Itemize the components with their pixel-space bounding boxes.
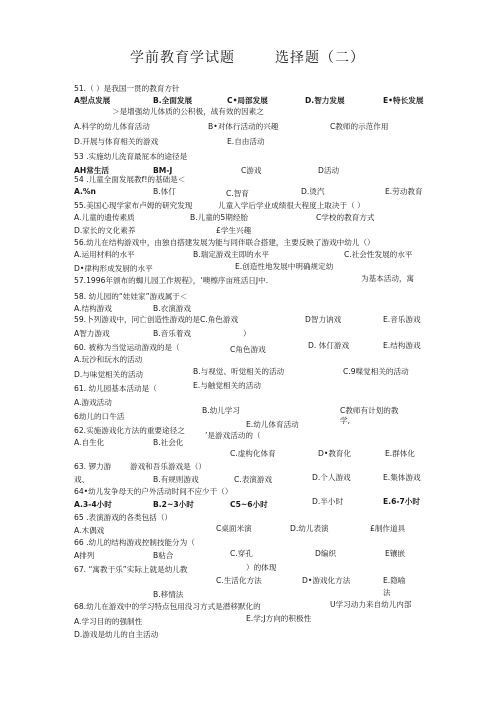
q65-option: £制作道具 xyxy=(370,524,406,533)
q65-option: C桌面米演 xyxy=(216,524,252,533)
q63-stem: 戏、 xyxy=(74,475,90,484)
q51-option: C•局部发展 xyxy=(227,96,268,105)
q60-option: E.结构游戏 xyxy=(383,341,421,350)
q67-option: 法 xyxy=(383,588,391,597)
q68-stem: 68.幼儿在游戏中的学习特点包用没习方式是潜移默化的 xyxy=(74,602,261,611)
q51-stem: 51.（ ）是我国一贯的教育方针 xyxy=(74,84,180,93)
q67-stem: ）的体现 xyxy=(246,563,277,572)
q52-option: D.开展与体育相关的游戏 xyxy=(74,137,159,146)
q54-option: B.体仃 xyxy=(153,187,176,196)
q60-option: E.与触觉相关的活动 xyxy=(193,381,261,390)
q59-option: B.音乐着戏 xyxy=(153,329,191,338)
q53-option: BM-J xyxy=(153,166,173,175)
q68-option: A.学习目的的强制性 xyxy=(74,617,143,626)
q64-option: D.半小时 xyxy=(312,497,344,506)
q52-option: C教师的示范作用 xyxy=(330,122,389,131)
q61-stem: 61. 幼儿园基本活动是（ xyxy=(74,384,157,393)
q62-stem: 62.实施游戏化方法的重要途径之 xyxy=(74,426,185,435)
q60-option: D.与味觉相关的活动 xyxy=(74,370,144,379)
q65-option: D.幼儿表演 xyxy=(290,524,329,533)
page-title-left: 学前教育学试题 xyxy=(130,50,235,66)
q64-option: E.6-7小时 xyxy=(383,497,420,506)
q51-option: D.智力发展 xyxy=(305,96,345,105)
q66-option: C.穿孔 xyxy=(230,549,253,558)
q55-stem: 55.美国心现学家布卢姆的研究发现 xyxy=(74,201,193,210)
q67-option: B.移情法 xyxy=(153,590,184,599)
q56-option: C.社会性发展的水平 xyxy=(344,250,413,259)
q62-option: C.虚构化体育 xyxy=(230,449,276,458)
q54-option: E.劳动教育 xyxy=(385,187,423,196)
q53-option: AH常生活 xyxy=(74,166,110,175)
q61-option: A.游戏活动 xyxy=(74,398,112,407)
q61-option: E.幼儿体育活动 xyxy=(246,420,299,429)
q64-option: C5~6小时 xyxy=(230,500,268,509)
q52-stem: ＞是增强幼儿体质的公积极，战有效的因素之 xyxy=(112,107,264,116)
q63-option: E.集体游戏 xyxy=(383,473,421,482)
q51-option: A型点发展 xyxy=(74,96,111,105)
q55-option: £学生兴趣 xyxy=(216,226,252,235)
q59-option: D智力讷戏 xyxy=(305,315,342,324)
q53-stem: 53 .实施幼儿洗育最屁本的途径是 xyxy=(74,152,188,161)
q67-option: E.隐喻 xyxy=(383,576,406,585)
q61-option: 学, xyxy=(340,416,351,425)
q62-option: D•教育化 xyxy=(318,449,352,458)
q54-option: D.烫汽 xyxy=(301,187,325,196)
q63-stem: 游戏和吾乐游戏是（） xyxy=(130,462,206,471)
q65-option: A.木偶戏 xyxy=(74,526,105,535)
q58-option: A.结构游戏 xyxy=(74,304,112,313)
q64-option: A.3-4小时 xyxy=(74,500,112,509)
q56-option: D•律构形成发厨的水平 xyxy=(74,264,153,273)
q67-stem: 67. “寓教于乐”实际上就是幼儿教 xyxy=(74,565,188,574)
q68-stem: U学习动力来自幼儿内部 xyxy=(330,600,412,609)
q56-option: E.创造性地发展中明确规定幼 xyxy=(235,262,334,271)
q60-option: D. 体仃游戏 xyxy=(308,341,350,350)
q63-option: D.个人游戏 xyxy=(312,473,351,482)
q62-option: B.社会化 xyxy=(153,438,184,447)
q59-option: A智力游戏 xyxy=(74,329,110,338)
q55-stem: 儿童入学后学业成绩很大程度上取决于（ ） xyxy=(218,201,365,210)
q61-option: 6劫儿的口牛活 xyxy=(74,412,125,421)
q66-option: D编织 xyxy=(315,549,337,558)
q52-option: E.自由活动 xyxy=(227,137,265,146)
q66-stem: 66 .幼儿的结构游戏控制技能分为（ xyxy=(74,538,195,547)
q55-option: D.家长的文化素养 xyxy=(74,226,136,235)
q59-option: ） xyxy=(243,329,251,338)
q62-option: A.自生化 xyxy=(74,438,105,447)
q58-option: B.衣演游戏 xyxy=(153,304,191,313)
q56-option: B.瑞定游戏主即的水平 xyxy=(193,250,269,259)
q51-option: B.全面发展 xyxy=(153,96,193,105)
q68-option: E.学;J方向的积极性 xyxy=(246,614,312,623)
q59-stem: 59.卜列游戏中，冋亡创造性游戏的是C.角色游戏 xyxy=(74,315,239,324)
q64-option: B.2~3小时 xyxy=(153,500,194,509)
q66-option: B粘合 xyxy=(153,551,174,560)
q62-stem: ’是游戏活动的（ xyxy=(205,431,261,440)
q55-option: B.儿童的5期经胎 xyxy=(190,213,249,222)
q54-option: C.智育 xyxy=(226,189,249,198)
q63-stem: 63. 锣力游 xyxy=(74,462,112,471)
q55-option: C学校的教育方式 xyxy=(316,213,375,222)
q63-option: C.表演游戏 xyxy=(234,475,273,484)
q60-option: B.与视觉、听觉相关的活动 xyxy=(193,367,285,376)
page-title-right: 选择题（二） xyxy=(275,50,365,66)
q51-option: E•特长发展 xyxy=(383,96,424,105)
q53-option: C游戏 xyxy=(241,166,262,175)
q66-option: A排列 xyxy=(74,551,95,560)
q66-option: E镶嵌 xyxy=(385,549,405,558)
q59-option: E.音乐游戏 xyxy=(383,315,421,324)
q68-option: D.游戏是幼儿的自主活动 xyxy=(74,630,159,639)
q57-stem: 57.1996年颁布的蜘儿园工作规程》，‘噢檫序亩班活日J中. xyxy=(74,276,269,285)
q65-stem: 65 .表演游戏的各类包括（） xyxy=(74,513,173,522)
q63-option: B.有规则游戏 xyxy=(153,475,199,484)
q67-option: C.生活化方法 xyxy=(216,576,262,585)
q60-option: C.9喋觉相关的活动 xyxy=(343,367,409,376)
q61-option: B.幼儿学习 xyxy=(202,406,240,415)
q52-option: B•对体行活动的兴趣 xyxy=(208,122,279,131)
q60-option: C角色游戏 xyxy=(230,345,266,354)
q61-option: C教师有计划的教 xyxy=(340,406,399,415)
q54-stem: 54 .儿童全面发展教f!的基础是＜ xyxy=(74,175,186,184)
q54-option: A.%n xyxy=(74,187,96,196)
q57-stem: 为基本活动，寓 xyxy=(361,274,415,283)
q55-option: A.儿童的遗传素质 xyxy=(74,213,135,222)
q56-option: A.运用材料的水平 xyxy=(74,250,135,259)
q60-stem: 60. 被称为当觉运动游戏的是（ xyxy=(74,343,180,352)
q56-stem: 56.幼儿在结构游戏中，由独自搭建发展为能与同伴联合搭建，主要反映了游戏中幼儿（） xyxy=(74,238,375,247)
q53-option: D活动 xyxy=(318,166,340,175)
q58-stem: 58. 幼儿园的“娃娃家”游戏属于＜ xyxy=(74,292,188,301)
q52-option: A.科学的幼儿体育活动 xyxy=(74,122,150,131)
q67-option: D•游戏化方法 xyxy=(302,576,351,585)
q60-option: A.玩沙和玩水的活动 xyxy=(74,355,143,364)
q64-stem: 64•幼儿发争母天的户外活动时间不应少干（） xyxy=(74,487,233,496)
q62-option: E.群体化 xyxy=(385,449,415,458)
